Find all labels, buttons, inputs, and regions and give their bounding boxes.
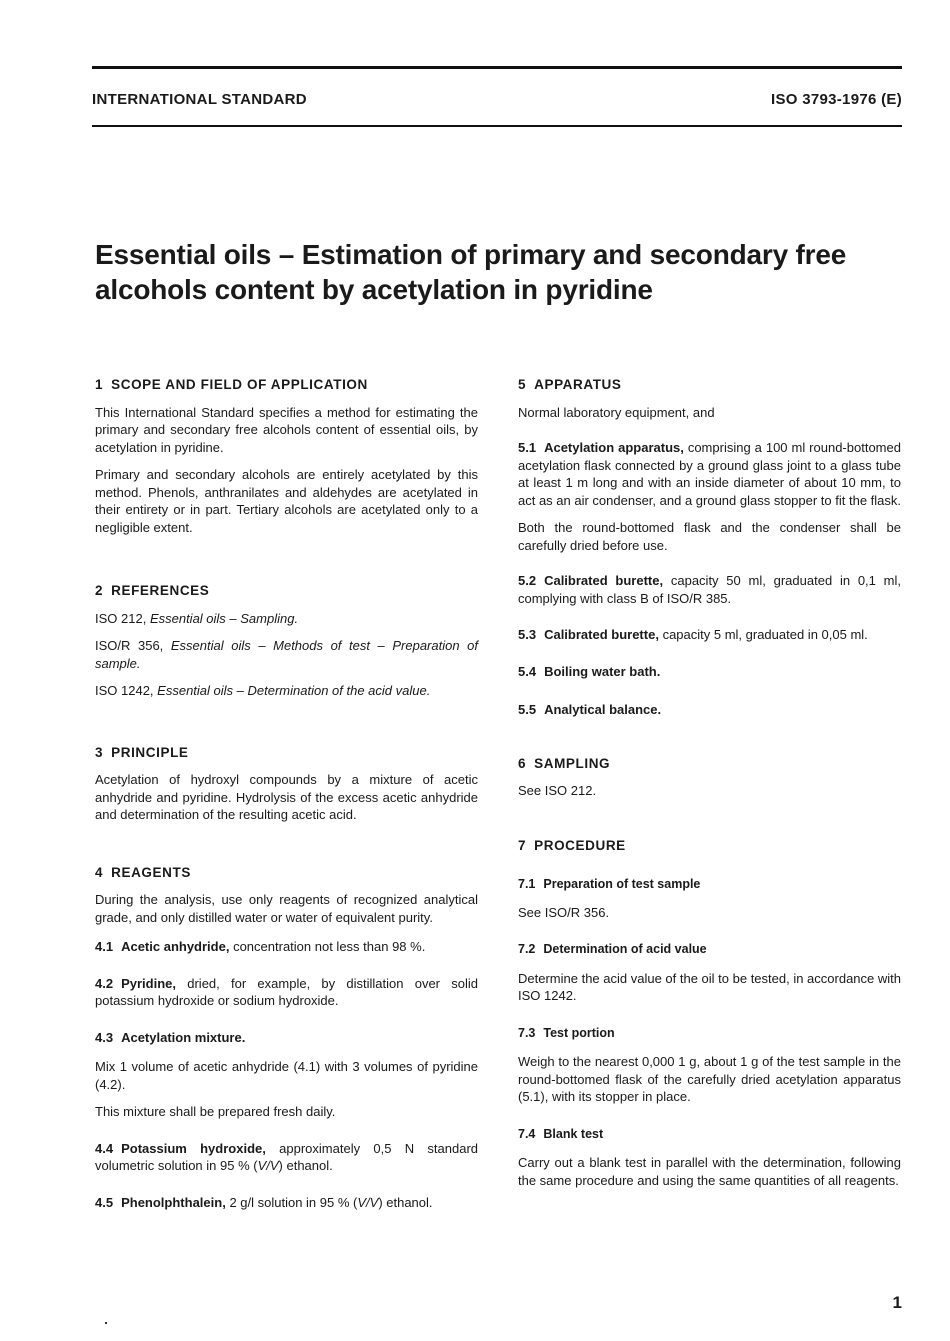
section-3-heading: 3 PRINCIPLE [95, 744, 189, 760]
section-3 [95, 744, 478, 824]
document-title [95, 237, 895, 307]
section-6-paragraph: See ISO 212. [518, 783, 597, 798]
title-line-2: alcohols content by acetylation in pyridine [95, 274, 653, 305]
title-line-1: Essential oils – Estimation of primary and secondary free [95, 239, 847, 270]
section-3-paragraph: Acetylation of hydroxyl compounds by a mixture of acetic anhydride and pyridine. Hydrolysis of the excess acetic anhydride and determination of the resulting acetic acid. [95, 772, 478, 822]
subsection-7-2-text: Determine the acid value of the oil to be tested, in accordance with ISO 1242. [518, 970, 901, 1003]
subsection-7-4-heading: 7.4 Blank test [518, 1126, 604, 1141]
reagent-4-3-heading: 4.3 Acetylation mixture. [95, 1029, 246, 1045]
section-5 [518, 376, 901, 719]
subsection-7-4-text: Carry out a blank test in parallel with the determination, following the same procedure and using the same quantities of all reagents. [518, 1155, 901, 1188]
reagent-4-1: 4.1 Acetic anhydride, concentration not less than 98 %. [95, 939, 426, 954]
reagent-4-2: 4.2 Pyridine, dried, for example, by distillation over solid potassium hydroxide or sodium hydroxide. [95, 975, 478, 1008]
section-4 [95, 864, 478, 1212]
section-1-paragraph-2: Primary and secondary alcohols are entirely acetylated by this method. Phenols, anthranilates and aldehydes are acetylated in their entirety or in part. Tertiary alcohols are acetylated only to a negligible extent. [95, 467, 478, 535]
right-column [518, 376, 901, 1189]
reagent-4-4: 4.4 Potassium hydroxide, approximately 0,5 N standard volumetric solution in 95 % (V/V) ethanol. [95, 1140, 479, 1173]
reference-iso-1242: ISO 1242, Essential oils – Determination of the acid value. [95, 683, 431, 698]
header-top-rule [92, 66, 902, 69]
section-6-heading: 6 SAMPLING [518, 755, 611, 771]
left-column [95, 376, 478, 1211]
apparatus-5-2: 5.2 Calibrated burette, capacity 50 ml, graduated in 0,1 ml, complying with class B of ISO/R 385. [518, 573, 901, 606]
page-number: 1 [892, 1293, 902, 1312]
section-2-heading: 2 REFERENCES [95, 583, 210, 598]
reagent-4-3-paragraph-1: Mix 1 volume of acetic anhydride (4.1) with 3 volumes of pyridine (4.2). [95, 1059, 478, 1092]
apparatus-5-5: 5.5 Analytical balance. [518, 702, 662, 717]
reference-iso-r-356: ISO/R 356, Essential oils – Methods of test – Preparation of sample. [95, 638, 478, 671]
section-4-paragraph: During the analysis, use only reagents of recognized analytical grade, and only distilled water or water of equivalent purity. [95, 892, 478, 925]
apparatus-5-3: 5.3 Calibrated burette, capacity 5 ml, graduated in 0,05 ml. [518, 627, 868, 642]
section-1-heading: 1 SCOPE AND FIELD OF APPLICATION [95, 377, 368, 392]
apparatus-5-4: 5.4 Boiling water bath. [518, 663, 661, 679]
reagent-4-5: 4.5 Phenolphthalein, 2 g/l solution in 95 % (V/V) ethanol. [95, 1194, 433, 1210]
section-2 [95, 582, 478, 700]
section-5-paragraph: Normal laboratory equipment, and [518, 404, 715, 420]
standard-number: ISO 3793-1976 (E) [770, 91, 902, 108]
section-6 [518, 755, 901, 800]
subsection-7-1-heading: 7.1 Preparation of test sample [518, 877, 701, 891]
section-1 [95, 376, 478, 536]
document-type-label: INTERNATIONAL STANDARD [92, 91, 307, 108]
reagent-4-3-paragraph-2: This mixture shall be prepared fresh daily. [95, 1104, 336, 1119]
section-5-heading: 5 APPARATUS [518, 377, 622, 392]
reference-iso-212: ISO 212, Essential oils – Sampling. [95, 610, 299, 626]
scan-speck [105, 1322, 107, 1324]
apparatus-5-1: 5.1 Acetylation apparatus, comprising a 100 ml round-bottomed acetylation flask connected by a ground glass joint to a glass tube at least 1 m long and with an inside diameter of about 10 mm, to act as an air condenser, and a ground glass stopper to fit the flask. [518, 440, 902, 508]
section-7 [518, 837, 901, 1190]
header-bottom-rule [92, 125, 902, 127]
section-1-paragraph-1: This International Standard specifies a method for estimating the primary and secondary free alcohols content of essential oils, by acetylation in pyridine. [95, 404, 478, 455]
subsection-7-1-text: See ISO/R 356. [518, 904, 610, 920]
subsection-7-3-heading: 7.3 Test portion [518, 1025, 615, 1040]
apparatus-5-1-note: Both the round-bottomed flask and the condenser shall be carefully dried before use. [518, 520, 901, 553]
subsection-7-3-text: Weigh to the nearest 0,000 1 g, about 1 g of the test sample in the round-bottomed flask of the carefully dried acetylation apparatus (5.1), with its stopper in place. [518, 1054, 901, 1104]
section-4-heading: 4 REAGENTS [95, 864, 191, 880]
section-7-heading: 7 PROCEDURE [518, 837, 626, 853]
subsection-7-2-heading: 7.2 Determination of acid value [518, 942, 707, 956]
